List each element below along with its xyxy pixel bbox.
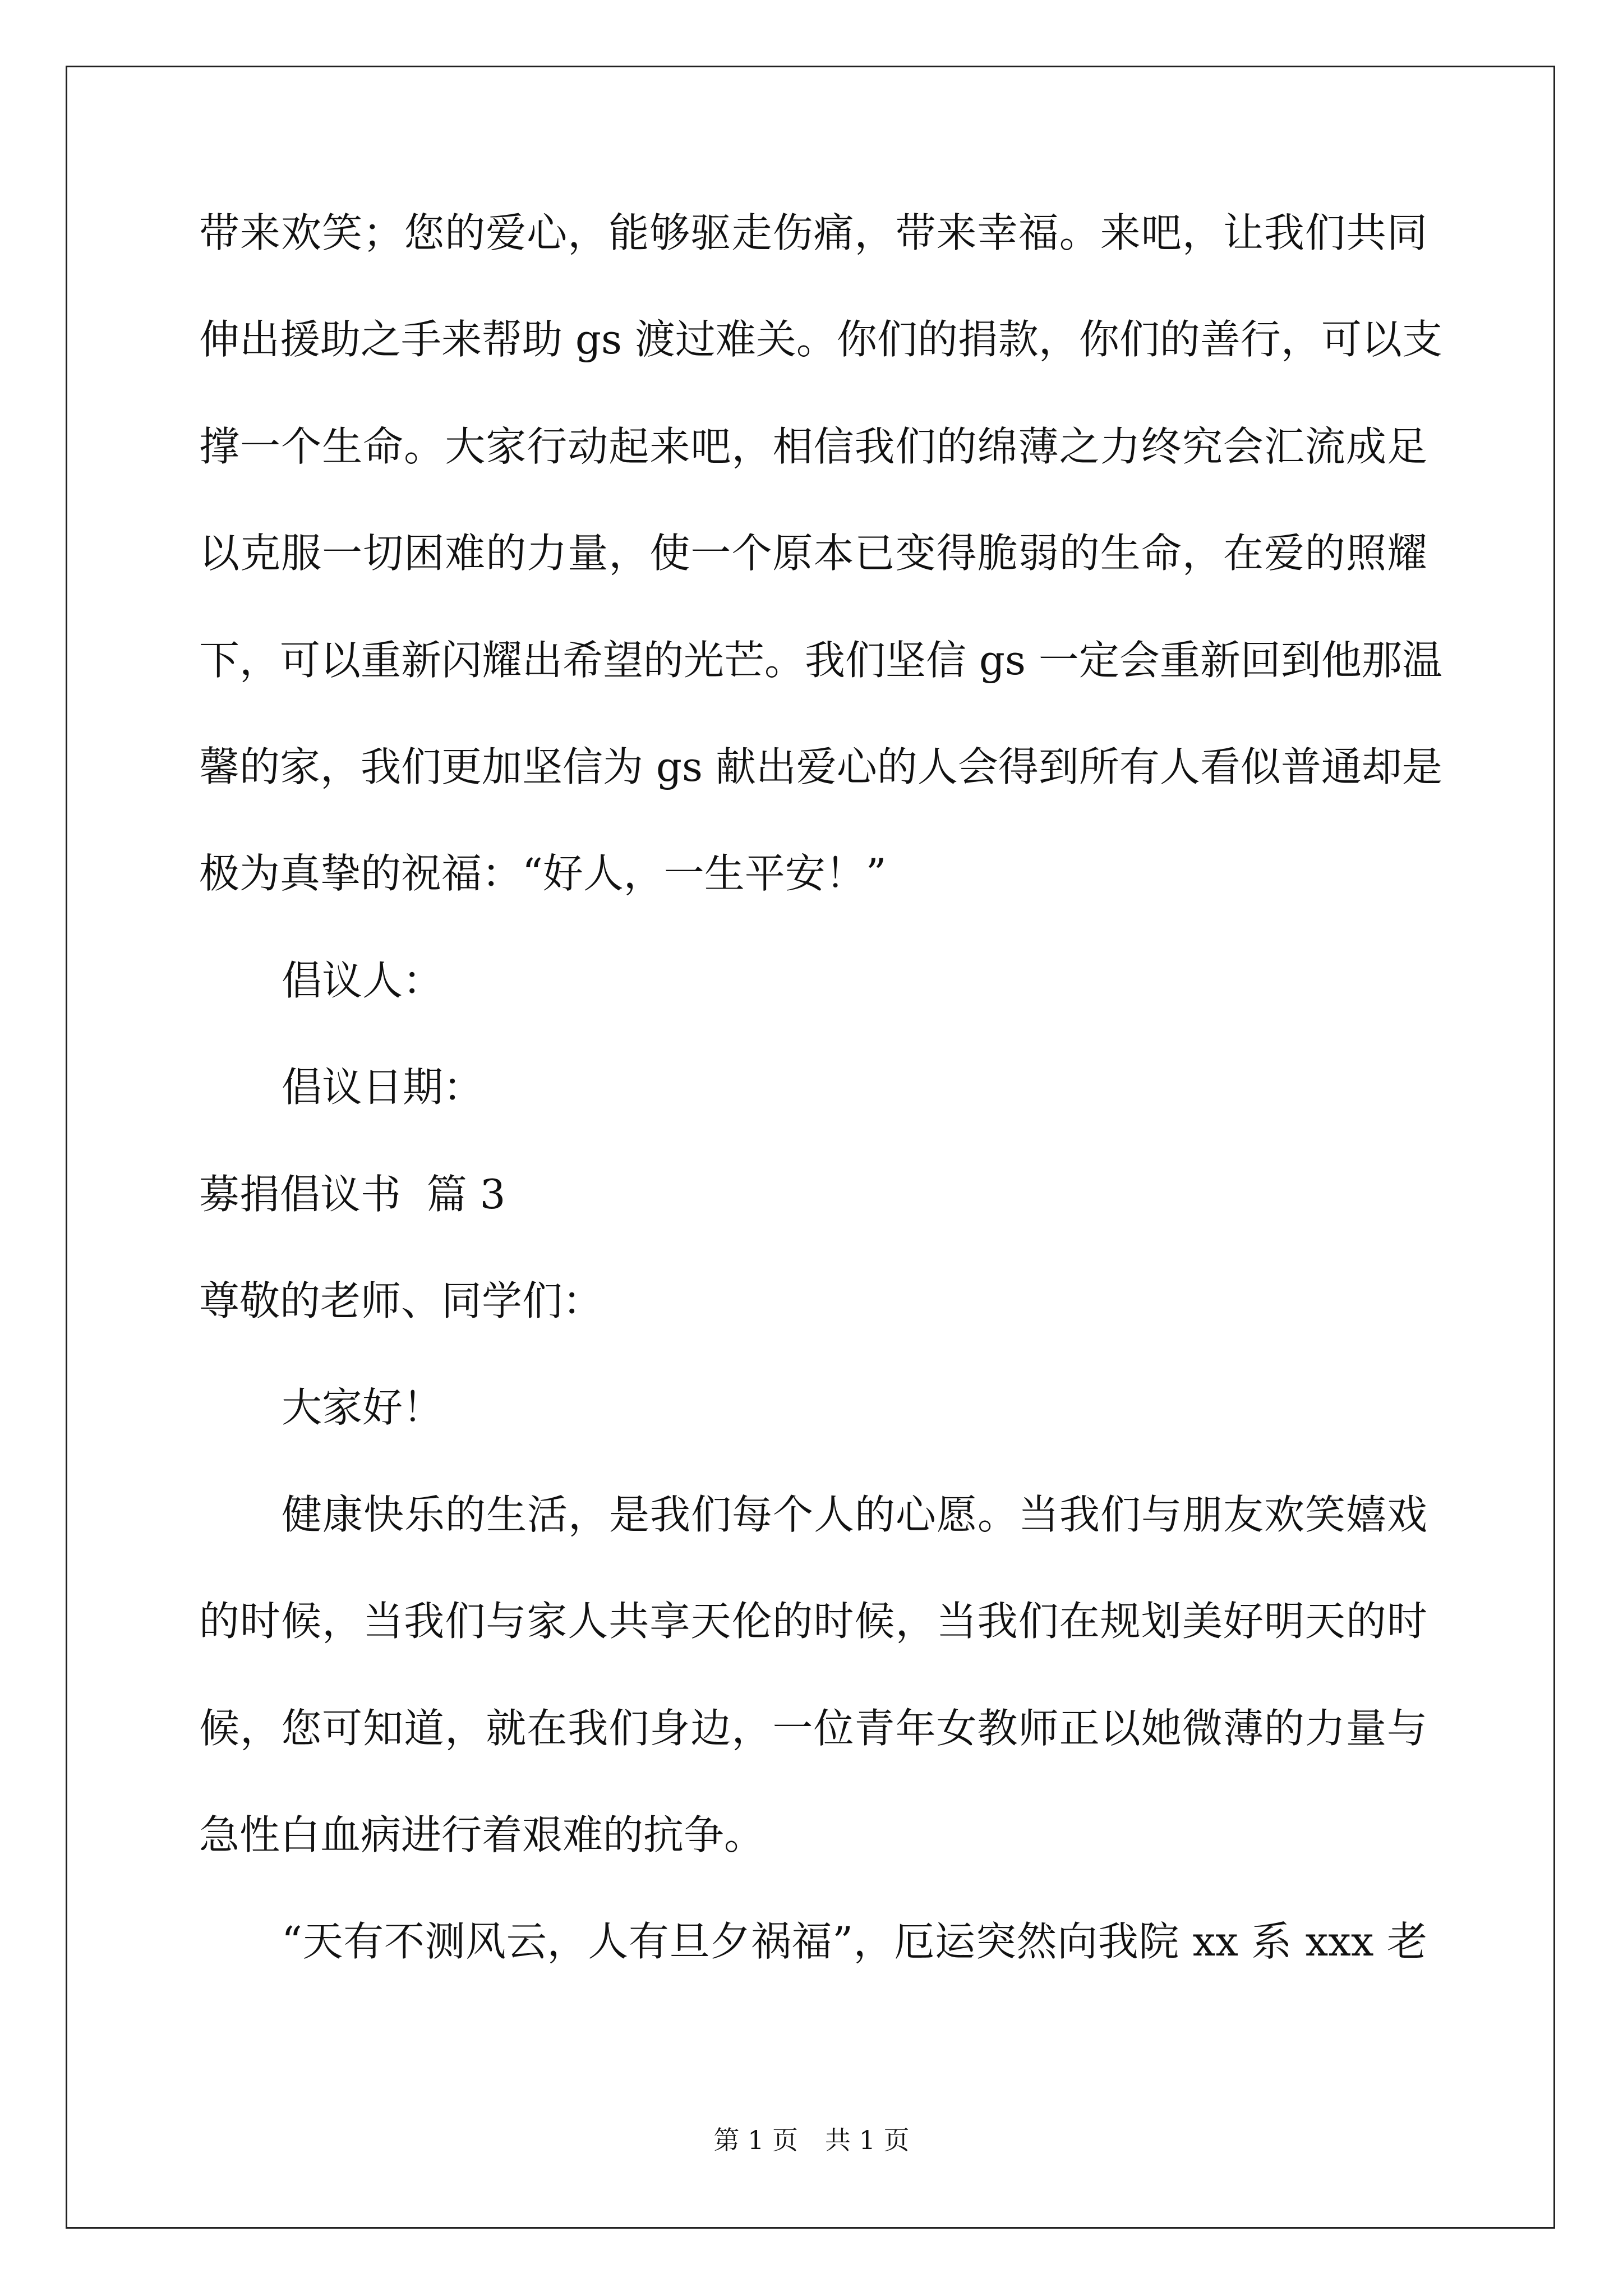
paragraph-line: 撑一个生命。大家行动起来吧，相信我们的绵薄之力终究会汇流成足 <box>199 423 1427 470</box>
paragraph-line: 带来欢笑；您的爱心，能够驱走伤痛，带来幸福。来吧，让我们共同 <box>199 209 1427 256</box>
page-border <box>66 66 1555 2229</box>
paragraph-line: 伸出援助之手来帮助 gs 渡过难关。你们的捐款，你们的善行，可以支 <box>199 316 1442 363</box>
paragraph-line: 下，可以重新闪耀出希望的光芒。我们坚信 gs 一定会重新回到他那温 <box>199 637 1442 684</box>
paragraph-line: 急性白血病进行着艰难的抗争。 <box>199 1811 765 1858</box>
proposal-date-label: 倡议日期： <box>282 1064 484 1111</box>
proposer-label: 倡议人： <box>282 957 444 1004</box>
paragraph-line: 以克服一切困难的力量，使一个原本已变得脆弱的生命，在爱的照耀 <box>199 530 1427 577</box>
section-heading: 募捐倡议书 篇 3 <box>199 1171 506 1218</box>
page-footer <box>0 2123 1623 2157</box>
paragraph-line: 的时候，当我们与家人共享天伦的时候，当我们在规划美好明天的时 <box>199 1598 1427 1645</box>
paragraph-line: 候，您可知道，就在我们身边，一位青年女教师正以她微薄的力量与 <box>199 1705 1427 1752</box>
paragraph-line: 健康快乐的生活，是我们每个人的心愿。当我们与朋友欢笑嬉戏 <box>282 1491 1427 1538</box>
paragraph-line: 馨的家，我们更加坚信为 gs 献出爱心的人会得到所有人看似普通却是 <box>199 743 1442 790</box>
greeting: 大家好！ <box>282 1384 444 1431</box>
paragraph-line: “天有不测风云，人有旦夕祸福”，厄运突然向我院 xx 系 xxx 老 <box>282 1918 1427 1965</box>
paragraph-line: 极为真挚的祝福：“好人，一生平安！” <box>199 850 887 897</box>
page-total: 共 1 页 <box>825 2125 910 2155</box>
page-number: 第 1 页 <box>713 2125 798 2155</box>
salutation: 尊敬的老师、同学们： <box>199 1277 603 1324</box>
